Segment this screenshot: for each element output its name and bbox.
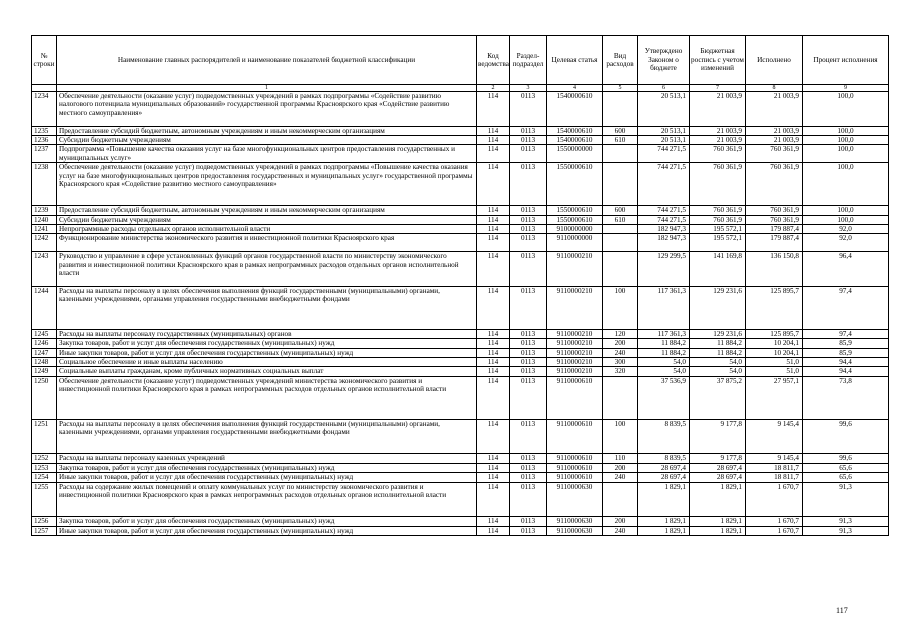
row-dept-code: 114 (477, 206, 510, 215)
row-approved: 1 829,1 (638, 517, 690, 526)
row-target-article: 9110000210 (547, 358, 603, 367)
row-budget: 11 884,2 (690, 339, 746, 348)
row-approved: 182 947,3 (638, 234, 690, 252)
table-row (32, 225, 889, 234)
table-row (32, 376, 889, 419)
column-index: 1 (57, 85, 477, 92)
row-target-article: 9110000610 (547, 454, 603, 463)
row-section: 0113 (510, 136, 547, 145)
row-expense-type: 200 (603, 463, 638, 472)
row-percent: 100,0 (803, 145, 889, 163)
row-name: Предоставление субсидий бюджетным, автономным учреждениям и иным некоммерческим организациям (57, 126, 477, 135)
row-name: Обеспечение деятельности (оказание услуг) подведомственных учреждений в рамках подпрограммы «Повышение качества оказания услуг на базе многофункциональных центров предоставления государственных и муниципальных услуг» государственной программы Красноярского края «Содействие развитию местного самоуправления» (57, 163, 477, 206)
row-name: Обеспечение деятельности (оказание услуг) подведомственных учреждений в рамках подпрограммы «Содействие развитию налогового потенциала муниципальных образований» государственной программы Красноярского края «Содействие развитию местного самоуправления» (57, 92, 477, 127)
table-row (32, 454, 889, 463)
row-budget: 9 177,8 (690, 454, 746, 463)
row-section: 0113 (510, 163, 547, 206)
row-executed: 21 003,9 (746, 136, 803, 145)
row-approved: 54,0 (638, 358, 690, 367)
table-row (32, 92, 889, 127)
row-section: 0113 (510, 145, 547, 163)
row-executed: 10 204,1 (746, 348, 803, 357)
row-number: 1252 (32, 454, 57, 463)
table-row (32, 517, 889, 526)
row-budget: 11 884,2 (690, 348, 746, 357)
row-budget: 760 361,9 (690, 145, 746, 163)
row-budget: 28 697,4 (690, 473, 746, 482)
row-approved: 20 513,1 (638, 126, 690, 135)
row-expense-type: 320 (603, 367, 638, 376)
row-approved: 11 884,2 (638, 348, 690, 357)
row-expense-type (603, 376, 638, 419)
row-expense-type (603, 252, 638, 287)
row-approved: 182 947,3 (638, 225, 690, 234)
row-section: 0113 (510, 206, 547, 215)
row-percent: 92,0 (803, 234, 889, 252)
row-approved: 54,0 (638, 367, 690, 376)
table-row (32, 206, 889, 215)
column-index: 9 (803, 85, 889, 92)
row-number: 1243 (32, 252, 57, 287)
row-name: Расходы на выплаты персоналу в целях обеспечения выполнения функций государственными (муниципальными) органами, казенными учреждениями, органами управления государственными внебюджетными фондами (57, 286, 477, 329)
table-row (32, 419, 889, 454)
row-percent: 91,3 (803, 526, 889, 535)
row-target-article: 9110000210 (547, 286, 603, 329)
row-executed: 179 887,4 (746, 225, 803, 234)
row-number: 1247 (32, 348, 57, 357)
row-number: 1244 (32, 286, 57, 329)
row-dept-code: 114 (477, 136, 510, 145)
row-budget: 1 829,1 (690, 526, 746, 535)
row-number: 1246 (32, 339, 57, 348)
row-executed: 21 003,9 (746, 126, 803, 135)
row-executed: 179 887,4 (746, 234, 803, 252)
row-number: 1240 (32, 215, 57, 224)
row-expense-type: 100 (603, 286, 638, 329)
row-expense-type (603, 234, 638, 252)
row-name: Иные закупки товаров, работ и услуг для обеспечения государственных (муниципальных) нужд (57, 526, 477, 535)
row-name: Расходы на содержание жилых помещений и оплату коммунальных услуг по министерству экономического развития и инвестиционной политики Красноярского края в рамках непрограммных расходов отдельных органов исполнительной власти (57, 482, 477, 517)
row-name: Иные закупки товаров, работ и услуг для обеспечения государственных (муниципальных) нужд (57, 473, 477, 482)
table-row (32, 252, 889, 287)
row-approved: 744 271,5 (638, 163, 690, 206)
table-row (32, 482, 889, 517)
table-row (32, 234, 889, 252)
table-row (32, 163, 889, 206)
row-section: 0113 (510, 225, 547, 234)
header-budget: Бюджетная роспись с учетом изменений (690, 36, 746, 85)
row-executed: 21 003,9 (746, 92, 803, 127)
row-name: Подпрограмма «Повышение качества оказания услуг на базе многофункциональных центров предоставления государственных и муниципальных услуг» (57, 145, 477, 163)
column-index-row (32, 85, 889, 92)
row-expense-type: 100 (603, 419, 638, 454)
row-budget: 129 231,6 (690, 286, 746, 329)
budget-execution-table (31, 35, 889, 536)
table-row (32, 145, 889, 163)
row-approved: 28 697,4 (638, 463, 690, 472)
row-dept-code: 114 (477, 145, 510, 163)
row-percent: 100,0 (803, 92, 889, 127)
row-percent: 91,3 (803, 482, 889, 517)
column-index: 5 (603, 85, 638, 92)
row-percent: 73,8 (803, 376, 889, 419)
table-row (32, 348, 889, 357)
column-index: 2 (477, 85, 510, 92)
row-number: 1254 (32, 473, 57, 482)
column-index: 8 (746, 85, 803, 92)
table-row (32, 215, 889, 224)
header-row (32, 36, 889, 85)
row-dept-code: 114 (477, 473, 510, 482)
row-approved: 37 536,9 (638, 376, 690, 419)
row-executed: 9 145,4 (746, 419, 803, 454)
row-expense-type: 120 (603, 329, 638, 338)
row-number: 1257 (32, 526, 57, 535)
row-section: 0113 (510, 463, 547, 472)
row-percent: 100,0 (803, 136, 889, 145)
row-dept-code: 114 (477, 358, 510, 367)
row-number: 1239 (32, 206, 57, 215)
row-target-article: 1540000610 (547, 126, 603, 135)
row-number: 1253 (32, 463, 57, 472)
row-number: 1236 (32, 136, 57, 145)
row-percent: 100,0 (803, 206, 889, 215)
header-approved: Утверждено Законом о бюджете (638, 36, 690, 85)
header-percent: Процент исполнения (803, 36, 889, 85)
row-budget: 760 361,9 (690, 206, 746, 215)
row-name: Непрограммные расходы отдельных органов исполнительной власти (57, 225, 477, 234)
row-budget: 21 003,9 (690, 126, 746, 135)
header-executed: Исполнено (746, 36, 803, 85)
row-executed: 51,0 (746, 367, 803, 376)
row-percent: 85,9 (803, 339, 889, 348)
row-number: 1235 (32, 126, 57, 135)
row-name: Закупка товаров, работ и услуг для обеспечения государственных (муниципальных) нужд (57, 517, 477, 526)
row-budget: 129 231,6 (690, 329, 746, 338)
row-expense-type (603, 145, 638, 163)
row-target-article: 1550000000 (547, 145, 603, 163)
row-section: 0113 (510, 126, 547, 135)
row-executed: 1 670,7 (746, 482, 803, 517)
row-budget: 760 361,9 (690, 163, 746, 206)
row-executed: 1 670,7 (746, 517, 803, 526)
row-target-article: 9110000630 (547, 482, 603, 517)
row-budget: 1 829,1 (690, 482, 746, 517)
row-name: Субсидии бюджетным учреждениям (57, 136, 477, 145)
row-percent: 99,6 (803, 454, 889, 463)
row-target-article: 9100000000 (547, 225, 603, 234)
row-executed: 136 150,8 (746, 252, 803, 287)
row-section: 0113 (510, 367, 547, 376)
row-target-article: 9110000000 (547, 234, 603, 252)
row-budget: 54,0 (690, 358, 746, 367)
row-expense-type: 600 (603, 126, 638, 135)
row-dept-code: 114 (477, 419, 510, 454)
row-target-article: 9110000610 (547, 473, 603, 482)
row-percent: 91,3 (803, 517, 889, 526)
row-budget: 21 003,9 (690, 136, 746, 145)
row-approved: 744 271,5 (638, 145, 690, 163)
row-number: 1249 (32, 367, 57, 376)
row-budget: 195 572,1 (690, 234, 746, 252)
row-target-article: 1550000610 (547, 163, 603, 206)
row-approved: 8 839,5 (638, 454, 690, 463)
table-row (32, 286, 889, 329)
row-executed: 27 957,1 (746, 376, 803, 419)
row-dept-code: 114 (477, 225, 510, 234)
row-approved: 117 361,3 (638, 286, 690, 329)
row-dept-code: 114 (477, 376, 510, 419)
row-expense-type: 200 (603, 339, 638, 348)
table-row (32, 329, 889, 338)
row-number: 1248 (32, 358, 57, 367)
column-index: 4 (547, 85, 603, 92)
row-number: 1255 (32, 482, 57, 517)
row-approved: 744 271,5 (638, 215, 690, 224)
row-executed: 760 361,9 (746, 145, 803, 163)
row-section: 0113 (510, 92, 547, 127)
row-section: 0113 (510, 482, 547, 517)
row-dept-code: 114 (477, 215, 510, 224)
row-expense-type (603, 482, 638, 517)
row-budget: 195 572,1 (690, 225, 746, 234)
table-row (32, 526, 889, 535)
row-approved: 744 271,5 (638, 206, 690, 215)
row-name: Расходы на выплаты персоналу государственных (муниципальных) органов (57, 329, 477, 338)
row-percent: 65,6 (803, 473, 889, 482)
row-executed: 125 895,7 (746, 329, 803, 338)
row-budget: 1 829,1 (690, 517, 746, 526)
row-executed: 51,0 (746, 358, 803, 367)
row-percent: 85,9 (803, 348, 889, 357)
row-target-article: 9110000210 (547, 339, 603, 348)
budget-table-page (31, 35, 888, 536)
row-percent: 65,6 (803, 463, 889, 472)
row-section: 0113 (510, 454, 547, 463)
column-index (32, 85, 57, 92)
column-index: 6 (638, 85, 690, 92)
row-section: 0113 (510, 358, 547, 367)
row-percent: 94,4 (803, 367, 889, 376)
row-percent: 100,0 (803, 163, 889, 206)
row-expense-type (603, 92, 638, 127)
header-section: Раздел-подраздел (510, 36, 547, 85)
row-percent: 100,0 (803, 215, 889, 224)
row-dept-code: 114 (477, 92, 510, 127)
row-expense-type: 240 (603, 348, 638, 357)
column-index: 7 (690, 85, 746, 92)
row-dept-code: 114 (477, 126, 510, 135)
row-name: Иные закупки товаров, работ и услуг для обеспечения государственных (муниципальных) нужд (57, 348, 477, 357)
row-expense-type: 200 (603, 517, 638, 526)
row-target-article: 1550000610 (547, 206, 603, 215)
row-name: Закупка товаров, работ и услуг для обеспечения государственных (муниципальных) нужд (57, 463, 477, 472)
row-section: 0113 (510, 215, 547, 224)
row-expense-type: 600 (603, 206, 638, 215)
row-approved: 20 513,1 (638, 136, 690, 145)
row-target-article: 9110000210 (547, 367, 603, 376)
row-dept-code: 114 (477, 482, 510, 517)
row-executed: 10 204,1 (746, 339, 803, 348)
row-section: 0113 (510, 286, 547, 329)
row-name: Расходы на выплаты персоналу казенных учреждений (57, 454, 477, 463)
row-budget: 760 361,9 (690, 215, 746, 224)
row-name: Социальные выплаты гражданам, кроме публичных нормативных социальных выплат (57, 367, 477, 376)
row-percent: 97,4 (803, 286, 889, 329)
row-approved: 28 697,4 (638, 473, 690, 482)
row-budget: 141 169,8 (690, 252, 746, 287)
row-number: 1234 (32, 92, 57, 127)
row-target-article: 1540000610 (547, 136, 603, 145)
table-row (32, 463, 889, 472)
row-section: 0113 (510, 473, 547, 482)
row-target-article: 9110000610 (547, 419, 603, 454)
table-body (32, 92, 889, 536)
row-approved: 11 884,2 (638, 339, 690, 348)
row-executed: 125 895,7 (746, 286, 803, 329)
row-approved: 20 513,1 (638, 92, 690, 127)
header-dept: Код ведомства (477, 36, 510, 85)
row-expense-type: 610 (603, 136, 638, 145)
row-name: Руководство и управление в сфере установленных функций органов государственной власти по министерству экономического развития и инвестиционной политики Красноярского края в рамках непрограммных расходов отдельных органов исполнительной власти (57, 252, 477, 287)
row-dept-code: 114 (477, 463, 510, 472)
row-number: 1251 (32, 419, 57, 454)
row-number: 1237 (32, 145, 57, 163)
header-exptype: Вид расходов (603, 36, 638, 85)
table-row (32, 358, 889, 367)
row-expense-type: 110 (603, 454, 638, 463)
row-approved: 1 829,1 (638, 526, 690, 535)
row-dept-code: 114 (477, 252, 510, 287)
row-section: 0113 (510, 234, 547, 252)
row-dept-code: 114 (477, 286, 510, 329)
row-approved: 129 299,5 (638, 252, 690, 287)
table-row (32, 136, 889, 145)
row-dept-code: 114 (477, 329, 510, 338)
table-row (32, 367, 889, 376)
row-target-article: 9110000610 (547, 463, 603, 472)
row-executed: 18 811,7 (746, 463, 803, 472)
row-budget: 54,0 (690, 367, 746, 376)
table-row (32, 473, 889, 482)
row-target-article: 9110000610 (547, 376, 603, 419)
header-num: № строки (32, 36, 57, 85)
row-name: Социальное обеспечение и иные выплаты населению (57, 358, 477, 367)
row-expense-type (603, 163, 638, 206)
row-name: Обеспечение деятельности (оказание услуг) подведомственных учреждений министерства экономического развития и инвестиционной политики Красноярского края в рамках непрограммных расходов отдельных органов исполнительной власти (57, 376, 477, 419)
row-section: 0113 (510, 376, 547, 419)
row-expense-type: 300 (603, 358, 638, 367)
row-expense-type (603, 225, 638, 234)
row-section: 0113 (510, 419, 547, 454)
row-expense-type: 610 (603, 215, 638, 224)
row-name: Функционирование министерства экономического развития и инвестиционной политики Красноярского края (57, 234, 477, 252)
table-row (32, 126, 889, 135)
row-dept-code: 114 (477, 517, 510, 526)
row-dept-code: 114 (477, 367, 510, 376)
row-budget: 28 697,4 (690, 463, 746, 472)
row-section: 0113 (510, 517, 547, 526)
row-executed: 18 811,7 (746, 473, 803, 482)
row-budget: 37 875,2 (690, 376, 746, 419)
row-executed: 760 361,9 (746, 215, 803, 224)
row-executed: 1 670,7 (746, 526, 803, 535)
row-percent: 99,6 (803, 419, 889, 454)
row-section: 0113 (510, 339, 547, 348)
row-approved: 117 361,3 (638, 329, 690, 338)
row-dept-code: 114 (477, 163, 510, 206)
row-name: Закупка товаров, работ и услуг для обеспечения государственных (муниципальных) нужд (57, 339, 477, 348)
row-number: 1256 (32, 517, 57, 526)
row-section: 0113 (510, 526, 547, 535)
row-target-article: 1550000610 (547, 215, 603, 224)
row-name: Предоставление субсидий бюджетным, автономным учреждениям и иным некоммерческим организациям (57, 206, 477, 215)
row-budget: 21 003,9 (690, 92, 746, 127)
header-name: Наименование главных распорядителей и наименование показателей бюджетной классификации (57, 36, 477, 85)
column-index: 3 (510, 85, 547, 92)
row-expense-type: 240 (603, 526, 638, 535)
row-number: 1241 (32, 225, 57, 234)
row-section: 0113 (510, 348, 547, 357)
row-target-article: 9110000210 (547, 348, 603, 357)
row-budget: 9 177,8 (690, 419, 746, 454)
row-percent: 97,4 (803, 329, 889, 338)
row-dept-code: 114 (477, 348, 510, 357)
row-percent: 92,0 (803, 225, 889, 234)
row-number: 1250 (32, 376, 57, 419)
row-number: 1245 (32, 329, 57, 338)
row-executed: 760 361,9 (746, 163, 803, 206)
row-target-article: 9110000630 (547, 517, 603, 526)
row-dept-code: 114 (477, 526, 510, 535)
page-number: 117 (836, 606, 848, 615)
row-expense-type: 240 (603, 473, 638, 482)
row-approved: 8 839,5 (638, 419, 690, 454)
row-approved: 1 829,1 (638, 482, 690, 517)
row-name: Расходы на выплаты персоналу в целях обеспечения выполнения функций государственными (муниципальными) органами, казенными учреждениями, органами управления государственными внебюджетными фондами (57, 419, 477, 454)
row-target-article: 9110000630 (547, 526, 603, 535)
row-number: 1238 (32, 163, 57, 206)
row-target-article: 9110000210 (547, 329, 603, 338)
row-target-article: 9110000210 (547, 252, 603, 287)
row-executed: 9 145,4 (746, 454, 803, 463)
row-percent: 100,0 (803, 126, 889, 135)
row-dept-code: 114 (477, 234, 510, 252)
row-section: 0113 (510, 252, 547, 287)
row-percent: 94,4 (803, 358, 889, 367)
header-target: Целевая статья (547, 36, 603, 85)
row-percent: 96,4 (803, 252, 889, 287)
row-name: Субсидии бюджетным учреждениям (57, 215, 477, 224)
row-section: 0113 (510, 329, 547, 338)
row-number: 1242 (32, 234, 57, 252)
row-dept-code: 114 (477, 454, 510, 463)
row-executed: 760 361,9 (746, 206, 803, 215)
row-target-article: 1540000610 (547, 92, 603, 127)
table-row (32, 339, 889, 348)
row-dept-code: 114 (477, 339, 510, 348)
